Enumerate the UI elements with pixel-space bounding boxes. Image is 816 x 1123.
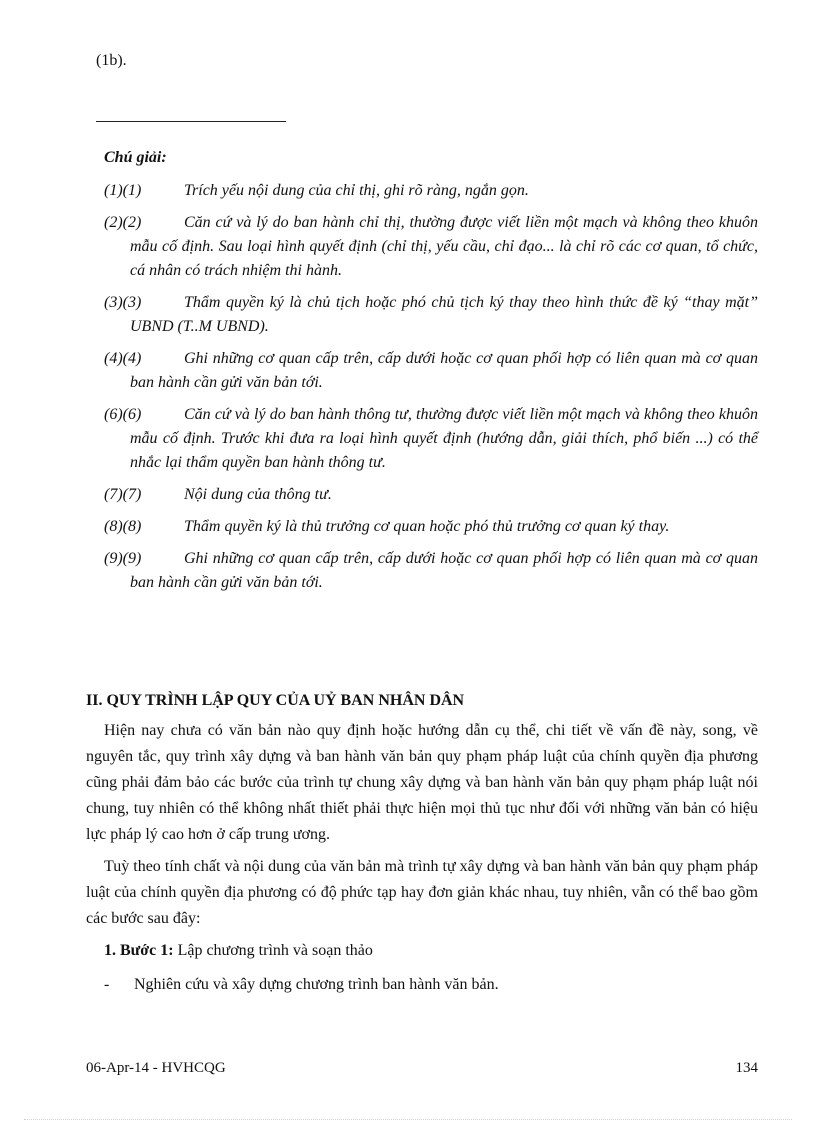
note-text: Thẩm quyền ký là chủ tịch hoặc phó chủ tịch ký thay theo hình thức đề ký “thay mặt” UBND (T..M UBND).	[130, 294, 758, 335]
bullet-text: Nghiên cứu và xây dựng chương trình ban hành văn bản.	[134, 976, 499, 993]
note-text: Căn cứ và lý do ban hành thông tư, thường được viết liền một mạch và không theo khuôn mẫu cố định. Trước khi đưa ra loại hình quyết định (hướng dẫn, giải thích, phổ biến ...) có thể nhắc lại thẩm quyền ban hành thông tư.	[130, 406, 758, 471]
note-item	[104, 403, 758, 475]
note-number: (2)(2)	[104, 214, 142, 231]
note-text: Trích yếu nội dung của chỉ thị, ghi rõ ràng, ngắn gọn.	[184, 182, 529, 199]
note-item	[104, 347, 758, 395]
page-number: 134	[735, 1060, 758, 1076]
step-text: Lập chương trình và soạn thảo	[177, 942, 373, 959]
note-number: (7)(7)	[104, 486, 142, 503]
footer-date-source: 06-Apr-14 - HVHCQG	[86, 1060, 226, 1076]
note-number: (8)(8)	[104, 518, 142, 535]
note-number: (4)(4)	[104, 350, 142, 367]
note-item	[104, 291, 758, 339]
top-reference: (1b).	[96, 52, 127, 69]
section-block	[86, 688, 758, 998]
note-number: (1)(1)	[104, 182, 142, 199]
notes-block	[104, 146, 758, 603]
note-item	[104, 547, 758, 595]
bullet-item	[86, 972, 758, 998]
notes-title: Chú giải:	[104, 149, 167, 166]
paragraph-1: Hiện nay chưa có văn bản nào quy định hoặc hướng dẫn cụ thể, chi tiết về vấn đề này, song, về nguyên tắc, quy trình xây dựng và ban hành văn bản quy phạm pháp luật của chính quyền địa phương cũng phải đảm bảo các bước của trình tự chung xây dựng và ban hành văn bản quy phạm pháp luật nói chung, tuy nhiên có thể không nhất thiết phải thực hiện mọi thủ tục như đối với những văn bản có hiệu lực pháp lý cao hơn ở cấp trung ương.	[86, 722, 758, 843]
note-number: (9)(9)	[104, 550, 142, 567]
step-heading	[86, 938, 758, 964]
note-item	[104, 515, 758, 539]
step-label: 1. Bước 1:	[104, 942, 174, 959]
note-text: Căn cứ và lý do ban hành chỉ thị, thường được viết liền một mạch và không theo khuôn mẫu cố định. Sau loại hình quyết định (chỉ thị, yếu cầu, chỉ đạo... là chỉ rõ các cơ quan, tổ chức, cá nhân có trách nhiệm thi hành.	[130, 214, 758, 279]
note-number: (6)(6)	[104, 406, 142, 423]
page-edge-dotted-line	[24, 1119, 792, 1120]
note-text: Thẩm quyền ký là thủ trưởng cơ quan hoặc phó thủ trưởng cơ quan ký thay.	[184, 518, 670, 535]
note-text: Ghi những cơ quan cấp trên, cấp dưới hoặc cơ quan phối hợp có liên quan mà cơ quan ban hành cần gửi văn bản tới.	[130, 350, 758, 391]
page-footer	[86, 1060, 758, 1077]
note-number: (3)(3)	[104, 294, 142, 311]
footnote-divider	[96, 121, 286, 122]
note-item	[104, 211, 758, 283]
note-text: Ghi những cơ quan cấp trên, cấp dưới hoặc cơ quan phối hợp có liên quan mà cơ quan ban hành cần gửi văn bản tới.	[130, 550, 758, 591]
paragraph-2: Tuỳ theo tính chất và nội dung của văn bản mà trình tự xây dựng và ban hành văn bản quy phạm pháp luật của chính quyền địa phương có độ phức tạp hay đơn giản khác nhau, tuy nhiên, vẫn có thể bao gồm các bước sau đây:	[86, 858, 758, 927]
bullet-dash: -	[104, 976, 110, 993]
section-title: II. QUY TRÌNH LẬP QUY CỦA UỶ BAN NHÂN DÂN	[86, 692, 465, 709]
note-item	[104, 179, 758, 203]
note-text: Nội dung của thông tư.	[184, 486, 332, 503]
note-item	[104, 483, 758, 507]
